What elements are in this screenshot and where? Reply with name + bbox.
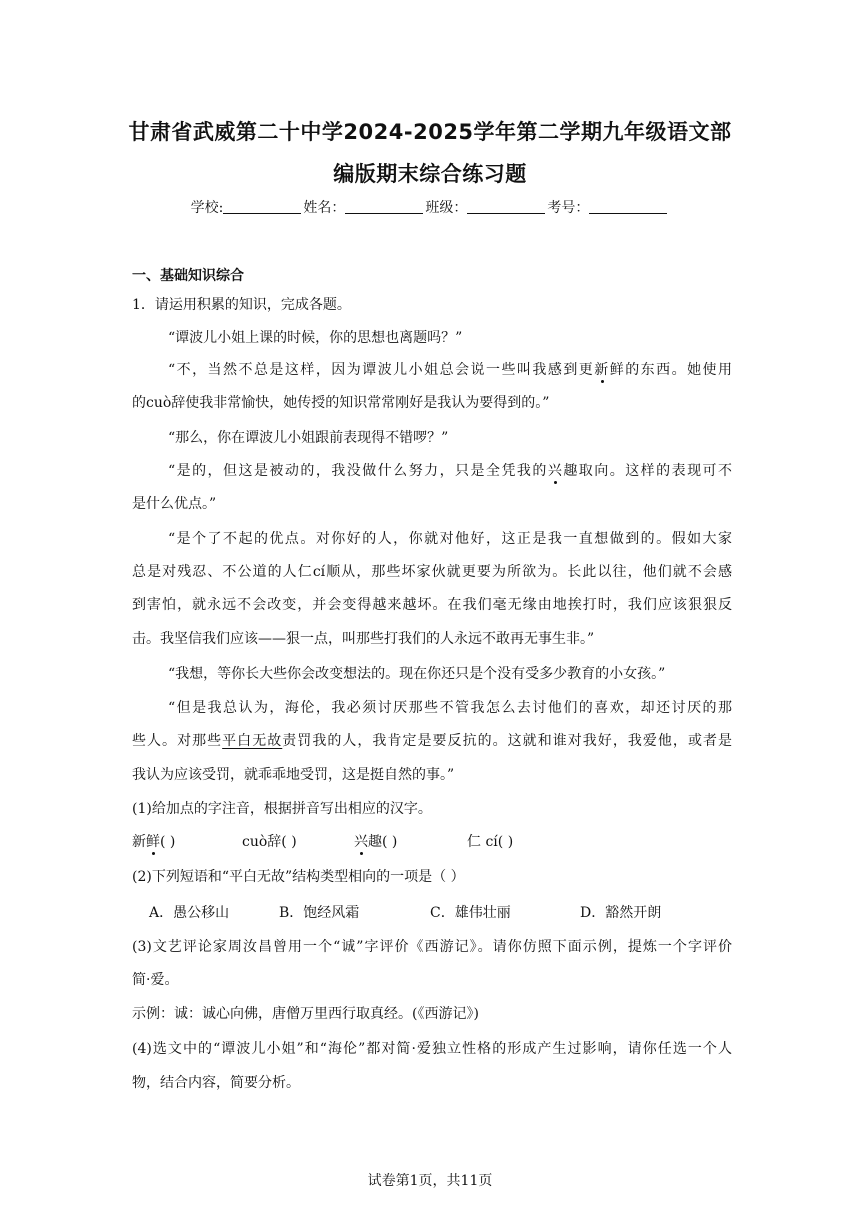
underlined-phrase: 平白无故 [222,733,283,749]
item-text: cuò辞 [242,834,282,850]
class-label: 班级： [425,200,468,216]
answer-blank[interactable]: ( ) [160,834,176,850]
passage-line: “谭波儿小姐上课的时候，你的思想也离题吗？” [168,330,463,346]
name-label: 姓名： [303,200,346,216]
passage-text: 鲜的东西。她使用 [609,362,733,378]
option-c[interactable]: C．雄伟壮丽 [430,905,511,921]
passage-line [168,460,732,480]
passage-line: 的cuò辞使我非常愉快，她传授的知识常常刚好是我认为要得到的。” [132,395,550,411]
option-b[interactable]: B．饱经风霜 [279,905,360,921]
question-1-1-prompt: (1)给加点的字注音，根据拼音写出相应的汉字。 [132,801,432,817]
section-heading: 一、基础知识综合 [132,268,244,284]
passage-line: 是什么优点。” [132,496,217,512]
question-1-3-prompt: (3)文艺评论家周汝昌曾用一个“诚”字评价《西游记》。请你仿照下面示例，提炼一个字评价 [132,939,732,955]
passage-line: “是个了不起的优点。对你好的人，你就对他好，这正是我一直想做到的。假如大家 [168,531,732,547]
page-title-line-1: 甘肃省武威第二十中学2024-2025学年第二学期九年级语文部 [128,120,732,144]
passage-line: 总是对残忍、不公道的人仁cí顺从，那些坏家伙就更要为所欲为。长此以往，他们就不会感 [132,564,732,580]
pinyin-item [242,831,297,851]
school-blank[interactable] [223,199,301,214]
dotted-character: 兴 [354,834,368,850]
class-blank[interactable] [467,199,545,214]
item-text: 仁 cí [467,834,498,850]
page-footer: 试卷第1页，共11页 [367,1173,493,1189]
question-1-intro: 1．请运用积累的知识，完成各题。 [132,297,351,313]
name-blank[interactable] [345,199,423,214]
dotted-character: 兴 [547,463,564,479]
passage-text: 趣取向。这样的表现可不 [563,463,733,479]
pinyin-item [354,831,397,851]
page-title-line-2: 编版期末综合练习题 [333,162,527,186]
answer-blank[interactable]: ( ) [382,834,398,850]
passage-line [168,359,732,379]
question-1-4-prompt: (4)选文中的“谭波儿小姐”和“海伦”都对简·爱独立性格的形成产生过影响，请你任选一个人 [132,1041,732,1057]
option-d[interactable]: D．豁然开朗 [580,905,662,921]
student-info-row [0,197,860,217]
passage-line: “但是我总认为，海伦，我必须讨厌那些不管我怎么去讨他们的喜欢，却还讨厌的那 [168,700,732,716]
exam-number-label: 考号： [547,200,590,216]
dotted-character: 鲜 [146,834,160,850]
passage-text: “不，当然不总是这样，因为谭波儿小姐总会说一些叫我感到更 [168,362,595,378]
option-a[interactable]: A．愚公移山 [149,905,230,921]
passage-text: 些人。对那些 [132,733,223,749]
passage-line: 我认为应该受罚，就乖乖地受罚，这是挺自然的事。” [132,767,455,783]
pinyin-item [132,831,175,851]
passage-line: 到害怕，就永远不会改变，并会变得越来越坏。在我们毫无缘由地挨打时，我们应该狠狠反 [132,597,732,613]
school-label: 学校: [190,200,224,216]
answer-blank[interactable]: ( ) [281,834,297,850]
exam-number-blank[interactable] [589,199,667,214]
question-1-3-prompt: 简·爱。 [132,972,179,988]
answer-blank[interactable]: ( ) [497,834,514,850]
passage-line: “那么，你在谭波儿小姐跟前表现得不错啰？” [168,430,449,446]
item-text: 新 [132,834,146,850]
passage-line: “我想，等你长大些你会改变想法的。现在你还只是个没有受多少教育的小女孩。” [168,666,666,682]
dotted-character: 新 [594,362,610,378]
passage-line: 击。我坚信我们应该——狠一点，叫那些打我们的人永远不敢再无事生非。” [132,631,595,647]
passage-text: “是的，但这是被动的，我没做什么努力，只是全凭我的 [168,463,548,479]
question-1-3-example: 示例：诚：诚心向佛，唐僧万里西行取真经。(《西游记》) [132,1006,479,1022]
question-1-4-prompt: 物，结合内容，简要分析。 [132,1075,300,1091]
item-text: 趣 [368,834,382,850]
question-1-2-prompt: (2)下列短语和“平白无故”结构类型相向的一项是（ ） [132,869,465,885]
passage-line [132,730,732,750]
passage-text: 责罚我的人，我肯定是要反抗的。这就和谁对我好，我爱他，或者是 [282,733,733,749]
pinyin-item [467,831,513,851]
